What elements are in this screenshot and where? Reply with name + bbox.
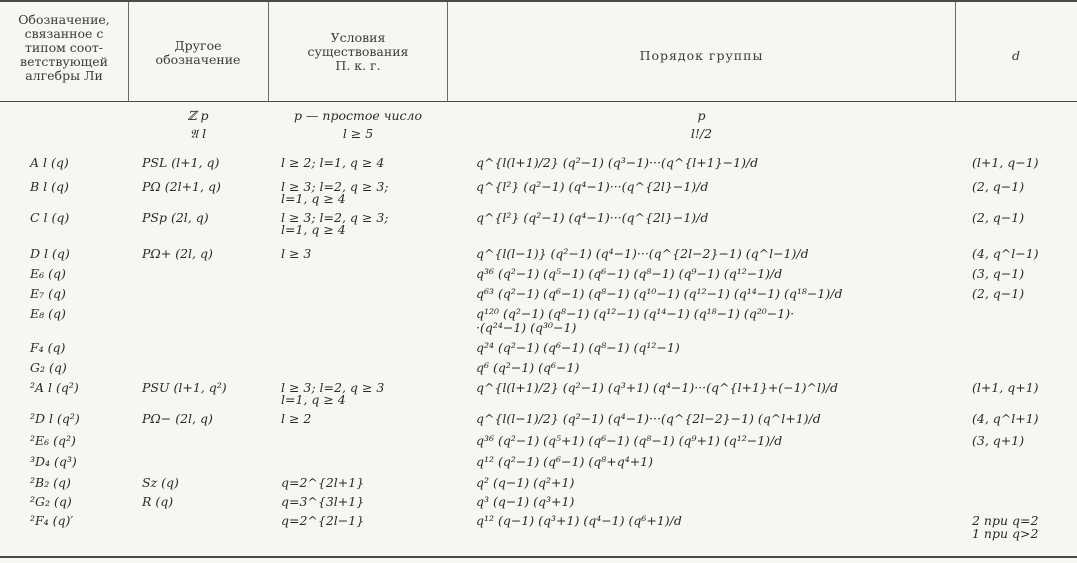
cell-group-order: q^{l(l+1)/2} (q²−1) (q³+1) (q⁴−1)···(q^{l+1}+(−1)^l)/d <box>476 380 839 395</box>
cell-conditions: l ≥ 3 <box>281 246 312 261</box>
header-group-order: Порядок группы <box>639 48 764 63</box>
cell-conditions: q=2^{2l−1} <box>281 513 365 528</box>
cell-conditions: l ≥ 3; l=2, q ≥ 3; <box>281 179 389 194</box>
cell-d: (4, q^l+1) <box>972 411 1039 426</box>
header-other-designation: Другое обозначение <box>155 38 241 67</box>
cell-designation: ³D₄ (q³) <box>30 454 77 469</box>
header-rule <box>0 101 1077 102</box>
header-designation: Обозначение, связанное с типом соот- ветствующей алгебры Ли <box>18 12 110 83</box>
cell-group-order: q^{l(l−1)/2} (q²−1) (q⁴−1)···(q^{2l−2}−1) (q^l+1)/d <box>476 411 821 426</box>
cell-conditions: l ≥ 5 <box>342 126 374 141</box>
bottom-rule <box>0 556 1077 558</box>
cell-designation: F₄ (q) <box>30 340 66 355</box>
cell-group-order: q³ (q−1) (q³+1) <box>476 494 575 509</box>
cell-group-order: q³⁶ (q²−1) (q⁵+1) (q⁶−1) (q⁸−1) (q⁹+1) (q¹²−1)/d <box>476 433 783 448</box>
cell-d-continued: 1 при q>2 <box>972 526 1039 541</box>
cell-conditions: l ≥ 3; l=2, q ≥ 3; <box>281 210 389 225</box>
cell-group-order: q^{l(l+1)/2} (q²−1) (q³−1)···(q^{l+1}−1)/d <box>476 155 759 170</box>
cell-designation: E₆ (q) <box>30 266 66 281</box>
cell-d: (2, q−1) <box>972 179 1025 194</box>
cell-conditions: l ≥ 3; l=2, q ≥ 3 <box>281 380 385 395</box>
cell-designation: B l (q) <box>30 179 69 194</box>
col-divider <box>955 2 956 101</box>
col-divider <box>128 2 129 101</box>
cell-other-designation: 𝔄 l <box>189 126 207 141</box>
cell-designation: ²D l (q²) <box>30 411 80 426</box>
cell-designation: ²B₂ (q) <box>30 475 71 490</box>
cell-other-designation: PΩ+ (2l, q) <box>142 246 213 261</box>
cell-d: (3, q−1) <box>972 266 1025 281</box>
cell-designation: E₇ (q) <box>30 286 66 301</box>
cell-group-order: q¹²⁰ (q²−1) (q⁸−1) (q¹²−1) (q¹⁴−1) (q¹⁸−1) (q²⁰−1)· <box>476 306 795 321</box>
cell-conditions: l ≥ 2 <box>281 411 312 426</box>
cell-designation: E₈ (q) <box>30 306 66 321</box>
cell-other-designation: PΩ− (2l, q) <box>142 411 213 426</box>
cell-designation: A l (q) <box>30 155 69 170</box>
header-conditions: Условия существования П. к. г. <box>307 30 409 73</box>
cell-d: (2, q−1) <box>972 286 1025 301</box>
cell-group-order: q² (q−1) (q²+1) <box>476 475 575 490</box>
cell-group-order: q²⁴ (q²−1) (q⁶−1) (q⁸−1) (q¹²−1) <box>476 340 680 355</box>
cell-conditions-continued: l=1, q ≥ 4 <box>281 392 346 407</box>
cell-group-order: q⁶ (q²−1) (q⁶−1) <box>476 360 580 375</box>
cell-other-designation: PSU (l+1, q²) <box>142 380 227 395</box>
cell-group-order: q^{l(l−1)} (q²−1) (q⁴−1)···(q^{2l−2}−1) (q^l−1)/d <box>476 246 809 261</box>
cell-group-order: q⁶³ (q²−1) (q⁶−1) (q⁸−1) (q¹⁰−1) (q¹²−1) (q¹⁴−1) (q¹⁸−1)/d <box>476 286 843 301</box>
cell-other-designation: PΩ (2l+1, q) <box>142 179 221 194</box>
cell-conditions: q=3^{3l+1} <box>281 494 365 509</box>
cell-group-order: q^{l²} (q²−1) (q⁴−1)···(q^{2l}−1)/d <box>476 179 709 194</box>
cell-designation: G₂ (q) <box>30 360 67 375</box>
cell-other-designation: PSp (2l, q) <box>142 210 209 225</box>
cell-d: (l+1, q+1) <box>972 380 1039 395</box>
cell-d: (3, q+1) <box>972 433 1025 448</box>
cell-d: (4, q^l−1) <box>972 246 1039 261</box>
cell-conditions: l ≥ 2; l=1, q ≥ 4 <box>281 155 385 170</box>
cell-designation: ²G₂ (q) <box>30 494 72 509</box>
cell-group-order: q¹² (q²−1) (q⁶−1) (q⁸+q⁴+1) <box>476 454 654 469</box>
cell-d: 2 при q=2 <box>972 513 1039 528</box>
cell-conditions-continued: l=1, q ≥ 4 <box>281 191 346 206</box>
cell-designation: ²F₄ (q)′ <box>30 513 74 528</box>
header-d: d <box>1011 48 1020 63</box>
cell-other-designation: ℤ p <box>187 108 209 123</box>
cell-conditions: q=2^{2l+1} <box>281 475 365 490</box>
cell-group-order: p <box>697 108 706 123</box>
cell-group-order: q³⁶ (q²−1) (q⁵−1) (q⁶−1) (q⁸−1) (q⁹−1) (q¹²−1)/d <box>476 266 783 281</box>
cell-d: (2, q−1) <box>972 210 1025 225</box>
col-divider <box>447 2 448 101</box>
top-rule <box>0 0 1077 2</box>
cell-d: (l+1, q−1) <box>972 155 1039 170</box>
cell-conditions-continued: l=1, q ≥ 4 <box>281 222 346 237</box>
cell-group-order-continued: ·(q²⁴−1) (q³⁰−1) <box>476 320 577 335</box>
col-divider <box>268 2 269 101</box>
cell-designation: D l (q) <box>30 246 70 261</box>
cell-other-designation: Sz (q) <box>142 475 179 490</box>
cell-group-order: l!/2 <box>690 126 713 141</box>
cell-designation: C l (q) <box>30 210 70 225</box>
cell-other-designation: R (q) <box>142 494 174 509</box>
cell-designation: ²A l (q²) <box>30 380 79 395</box>
cell-group-order: q¹² (q−1) (q³+1) (q⁴−1) (q⁶+1)/d <box>476 513 682 528</box>
cell-group-order: q^{l²} (q²−1) (q⁴−1)···(q^{2l}−1)/d <box>476 210 709 225</box>
cell-designation: ²E₆ (q²) <box>30 433 76 448</box>
cell-conditions: p — простое число <box>293 108 423 123</box>
cell-other-designation: PSL (l+1, q) <box>142 155 220 170</box>
